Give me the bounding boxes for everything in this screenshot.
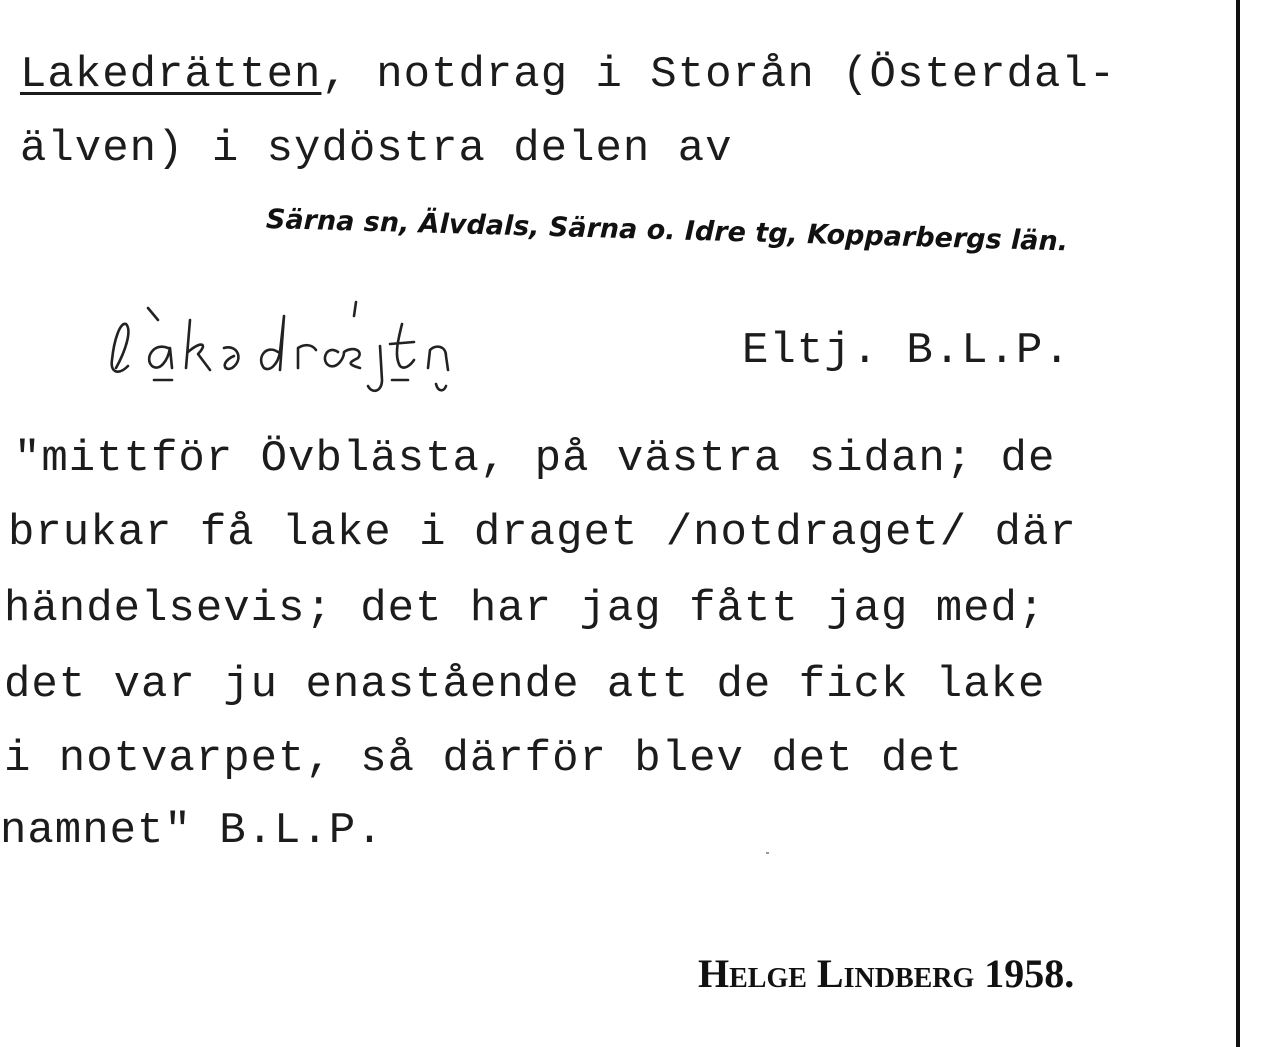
entry-line-2: älven) i sydöstra delen av: [20, 124, 733, 174]
entry-line-1: [20, 50, 1116, 100]
quote-line-5: i notvarpet, så därför blev det det: [4, 734, 964, 784]
card-edge-line: [1236, 0, 1240, 1047]
collector-signature: Helge Lindberg 1958.: [698, 951, 1075, 996]
quote-line-3: händelsevis; det har jag fått jag med;: [4, 584, 1046, 634]
headword: Lakedrätten: [20, 50, 322, 100]
phonetic-handwriting: [98, 300, 578, 400]
entry-line-1-rest: , notdrag i Storån (Österdal-: [321, 50, 1117, 100]
quote-line-1: "mittför Övblästa, på västra sidan; de: [14, 434, 1056, 484]
quote-line-4: det var ju enastående att de fick lake: [4, 660, 1046, 710]
quote-line-6: namnet" B.L.P.: [0, 806, 384, 856]
quote-line-2: brukar få lake i draget /notdraget/ där: [8, 508, 1077, 558]
parish-stamp: Särna sn, Älvdals, Särna o. Idre tg, Kopparbergs län.: [265, 204, 1069, 258]
speck: [766, 852, 769, 854]
source-reference: Eltj. B.L.P.: [742, 326, 1071, 376]
